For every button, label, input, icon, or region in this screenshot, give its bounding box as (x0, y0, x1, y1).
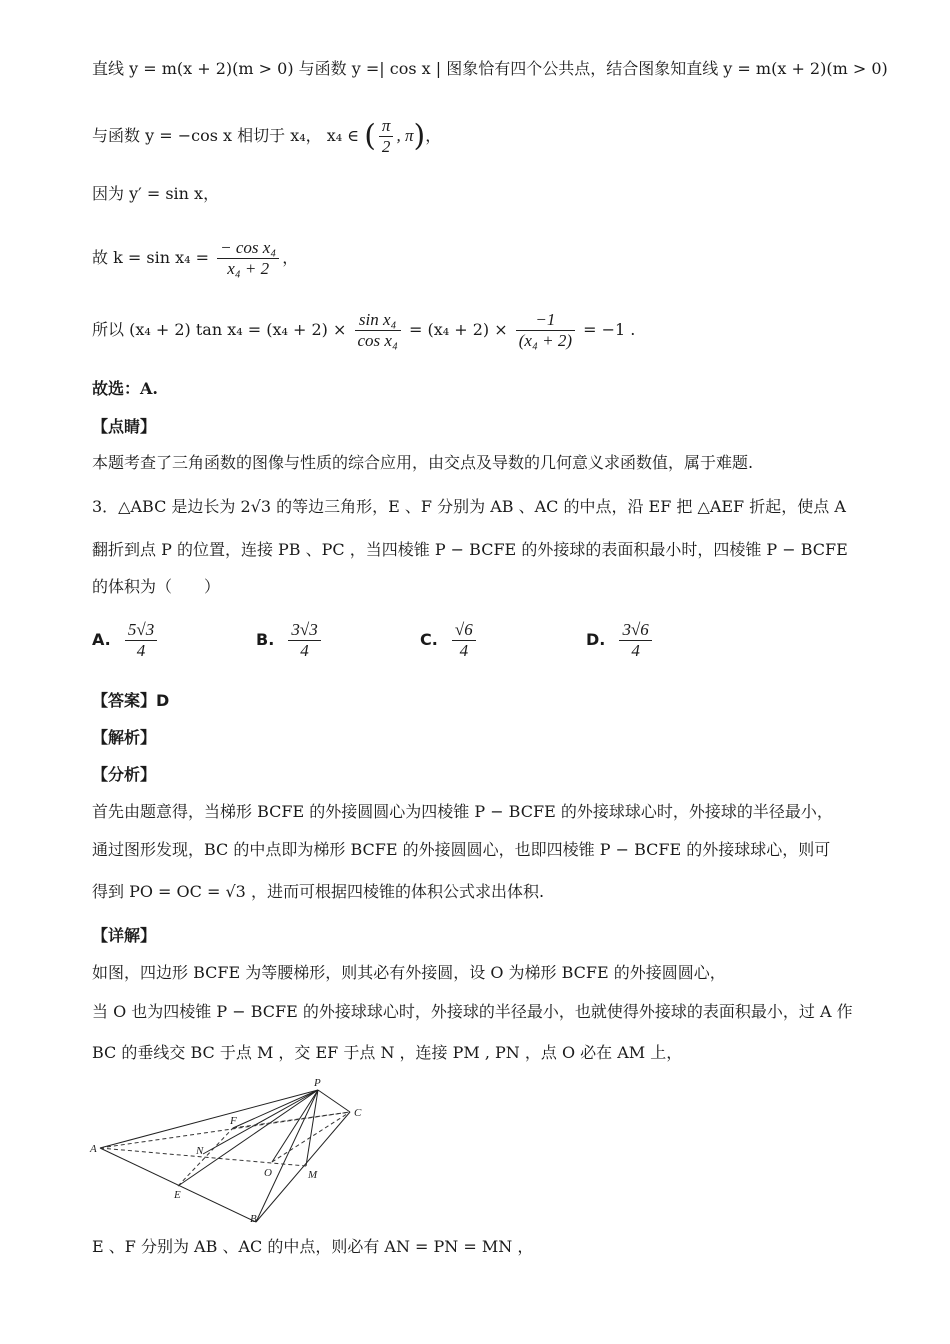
interval-denominator: 2 (381, 137, 391, 156)
label-M: M (308, 1169, 318, 1181)
detail-line-3: BC 的垂线交 BC 于点 M ，交 EF 于点 N ，连接 PM , PN ，点 O 必在 AM 上， (92, 1043, 683, 1062)
option-b (256, 620, 324, 661)
option-d-denominator: 4 (631, 641, 640, 660)
option-d-numerator: 3√6 (619, 620, 651, 641)
interval-tail: , π (396, 126, 414, 145)
option-a (92, 620, 160, 661)
option-a-numerator: 5√3 (125, 620, 157, 641)
pyramid-figure (88, 1076, 378, 1228)
option-c-label: C. (420, 630, 438, 649)
dianjing-text: 本题考查了三角函数的图像与性质的综合应用，由交点及导数的几何意义求函数值，属于难题. (92, 453, 754, 472)
question-3-line-2: 翻折到点 P 的位置，连接 PB 、PC ，当四棱锥 P − BCFE 的外接球的表面积最小时，四棱锥 P − BCFE (92, 540, 848, 559)
option-c (420, 620, 479, 661)
solution-line-2-text: 与函数 y = −cos x 相切于 x₄， x₄ ∈ (92, 126, 360, 145)
option-a-denominator: 4 (136, 641, 146, 660)
interval-paren-close: ) (413, 118, 426, 154)
k-fraction (217, 238, 279, 279)
solution-line-3: 因为 y′ = sin x， (92, 184, 220, 203)
solution-line-4-end: ， (282, 248, 299, 267)
edge-PC (318, 1090, 350, 1112)
option-a-label: A. (92, 630, 111, 649)
answer-line: 【答案】D (92, 691, 170, 710)
interval-fraction (379, 116, 394, 157)
edge-PN (203, 1090, 318, 1154)
solution-line-2 (92, 116, 441, 157)
tan-denominator: cos x₄ (357, 331, 398, 350)
detail-line-1: 如图，四边形 BCFE 为等腰梯形，则其必有外接圆，设 O 为梯形 BCFE 的外接圆圆心， (92, 963, 726, 982)
tan-fraction (355, 310, 401, 351)
result-fraction (516, 310, 575, 351)
edge-PB (256, 1090, 318, 1222)
edge-AP (100, 1090, 318, 1148)
option-b-label: B. (256, 630, 275, 649)
interval-paren: ( (364, 118, 376, 154)
edge-PE (178, 1090, 318, 1186)
label-P: P (314, 1077, 321, 1089)
solution-line-2-end: ， (425, 126, 442, 145)
solution-line-4 (92, 238, 298, 279)
choose-answer: 故选：A. (92, 379, 158, 398)
tan-numerator: sin x₄ (355, 310, 401, 331)
question-3-line-1: 3．△ABC 是边长为 2√3 的等边三角形，E 、F 分别为 AB 、AC 的中点，沿 EF 把 △AEF 折起，使点 A (92, 497, 846, 516)
section-xiangjie: 【详解】 (92, 926, 157, 945)
option-d-fraction (619, 620, 651, 661)
label-B: B (250, 1213, 257, 1225)
label-E: E (174, 1189, 181, 1201)
final-line: E 、F 分别为 AB 、AC 的中点，则必有 AN = PN = MN ， (92, 1237, 534, 1256)
option-c-denominator: 4 (459, 641, 469, 660)
k-denominator: x₄ + 2 (227, 259, 270, 278)
section-jiexi: 【解析】 (92, 728, 157, 747)
analysis-line-1: 首先由题意得，当梯形 BCFE 的外接圆圆心为四棱锥 P − BCFE 的外接球球心时，外接球的半径最小， (92, 802, 833, 821)
edge-PM (306, 1090, 318, 1166)
option-b-numerator: 3√3 (288, 620, 320, 641)
label-F: F (230, 1115, 237, 1127)
solution-line-5-end: = −1 . (583, 320, 636, 339)
label-A: A (90, 1143, 97, 1155)
solution-line-5-text: 所以 (x₄ + 2) tan x₄ = (x₄ + 2) × (92, 320, 347, 339)
question-3-line-3: 的体积为（ ） (92, 577, 221, 596)
option-c-fraction (452, 620, 476, 661)
interval-numerator: π (379, 116, 394, 137)
option-d (586, 620, 655, 661)
label-N: N (196, 1145, 204, 1157)
option-b-denominator: 4 (300, 641, 309, 660)
result-numerator: −1 (516, 310, 575, 331)
analysis-line-2: 通过图形发现，BC 的中点即为梯形 BCFE 的外接圆圆心，也即四棱锥 P − BCFE 的外接球球心，则可 (92, 840, 831, 859)
label-C: C (354, 1107, 362, 1119)
option-a-fraction (125, 620, 157, 661)
option-b-fraction (288, 620, 320, 661)
solution-line-4-text: 故 k = sin x₄ = (92, 248, 210, 267)
solution-line-5 (92, 310, 635, 351)
k-numerator: − cos x₄ (217, 238, 279, 259)
section-fenxi: 【分析】 (92, 765, 157, 784)
solution-line-1: 直线 y = m(x + 2)(m > 0) 与函数 y =| cos x | 图象恰有四个公共点，结合图象知直线 y = m(x + 2)(m > 0) (92, 59, 888, 78)
option-d-label: D. (586, 630, 606, 649)
option-c-numerator: √6 (452, 620, 476, 641)
solution-line-5-mid: = (x₄ + 2) × (408, 320, 508, 339)
section-dianjing: 【点睛】 (92, 417, 157, 436)
label-O: O (264, 1167, 272, 1179)
detail-line-2: 当 O 也为四棱锥 P − BCFE 的外接球球心时，外接球的半径最小，也就使得外接球的表面积最小，过 A 作 (92, 1002, 853, 1021)
analysis-line-3: 得到 PO = OC = √3 ，进而可根据四棱锥的体积公式求出体积. (92, 882, 545, 901)
result-denominator: (x₄ + 2) (518, 331, 572, 350)
